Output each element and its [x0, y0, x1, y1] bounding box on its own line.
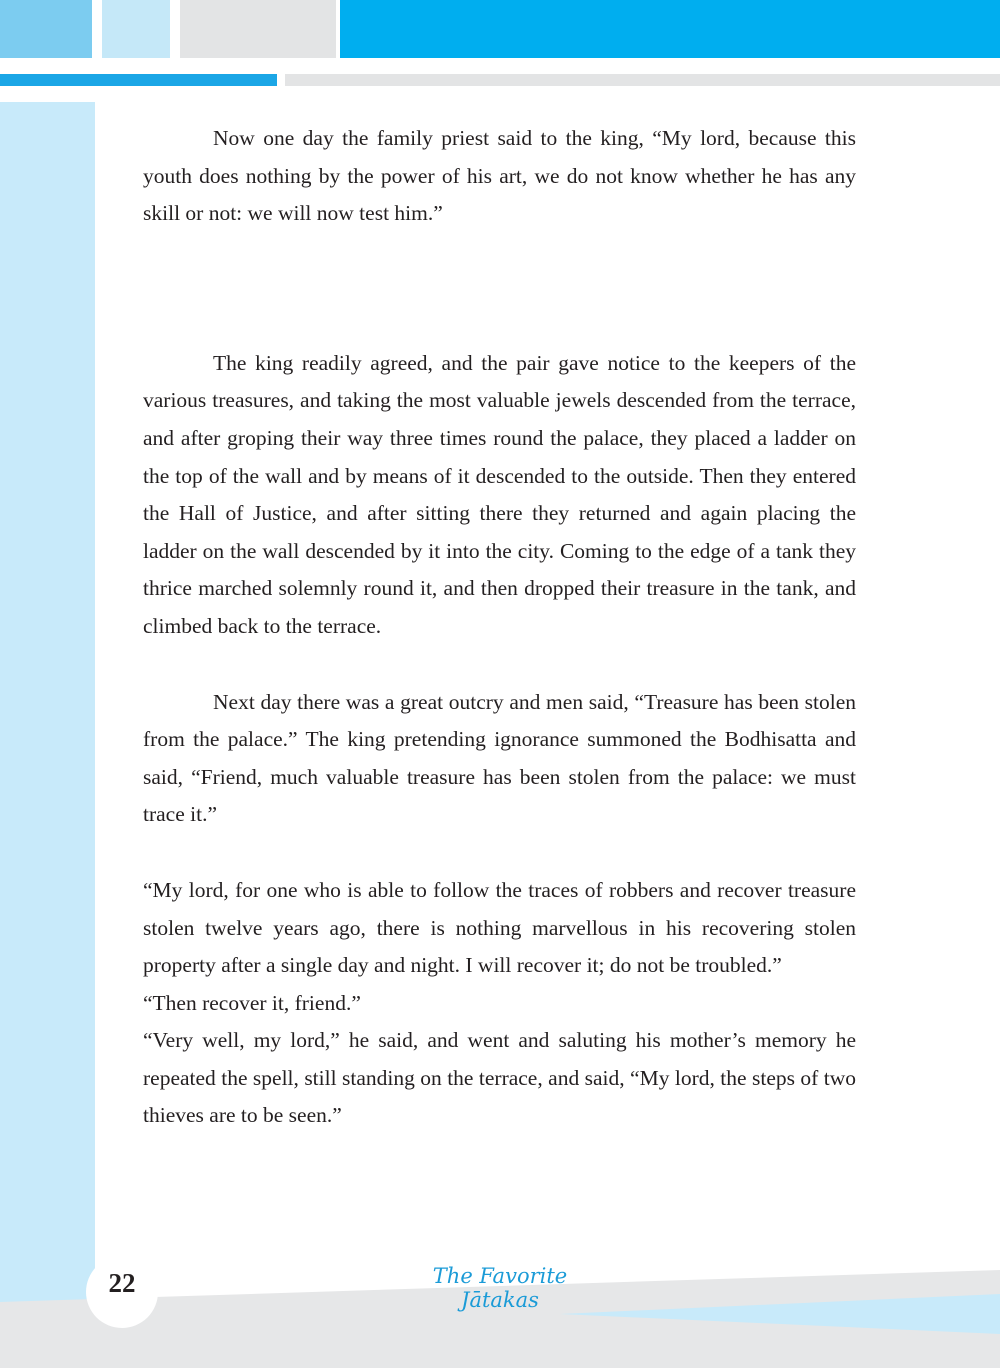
paragraph-priest-proposal: Now one day the family priest said to the king, “My lord, because this youth does nothing by the power of his art, we do not know whether he has any skill or not: we will now test him.” [143, 126, 856, 226]
book-title: The Favorite Jātakas [432, 1264, 568, 1312]
header-block-gray [180, 0, 336, 58]
page-body [143, 120, 856, 1135]
header-rule-blue [0, 74, 277, 86]
header-block-blue [340, 0, 1000, 58]
header-block-light-blue [0, 0, 92, 58]
header-rule-gray [285, 74, 1000, 86]
page-number: 22 [108, 1268, 136, 1298]
paragraph-king-reply: “Then recover it, friend.” [143, 990, 361, 1015]
left-side-band [0, 102, 95, 1302]
paragraph-bodhisatta-reply: “My lord, for one who is able to follow the traces of robbers and recover treasure stolen twelve years ago, there is nothing marvellous in his recovering stolen property after a single day and night. I will recover it; do not be troubled.” [143, 877, 856, 978]
header-block-pale-blue [102, 0, 170, 58]
paragraph-treasure-hidden: The king readily agreed, and the pair gave notice to the keepers of the various treasures, and taking the most valuable jewels descended from the terrace, and after groping their way three times round the palace, they placed a ladder on the top of the wall and by means of it descended to the outside. Then they entered the Hall of Justice, and after sitting there they returned and again placing the ladder on the wall descended by it into the city. Coming to the edge of a tank they thrice marched solemnly round it, and then dropped their treasure in the tank, and climbed back to the terrace. [143, 350, 856, 638]
paragraph-outcry: Next day there was a great outcry and men said, “Treasure has been stolen from the palace.” The king pretending ignorance summoned the Bodhisatta and said, “Friend, much valuable treasure has been stolen from the palace: we must trace it.” [143, 689, 856, 827]
paragraph-spell: “Very well, my lord,” he said, and went and saluting his mother’s memory he repeated the spell, still standing on the terrace, and said, “My lord, the steps of two thieves are to be seen.” [143, 1028, 856, 1128]
